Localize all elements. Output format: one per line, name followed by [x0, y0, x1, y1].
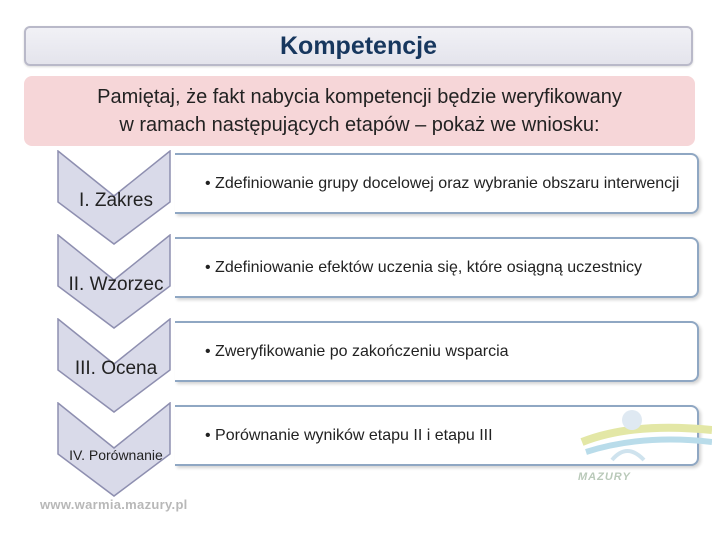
- step-label-1: I. Zakres: [79, 190, 153, 211]
- step-chevron-1: [57, 150, 171, 245]
- step-label-2: II. Wzorzec: [68, 274, 164, 295]
- reminder-note: [24, 76, 695, 146]
- step-chevron-4: [57, 402, 171, 497]
- page-title: Kompetencje: [24, 26, 693, 66]
- step-chevron-2: [57, 234, 171, 329]
- reminder-line-1: Pamiętaj, że fakt nabycia kompetencji będzie weryfikowany: [97, 86, 622, 108]
- logo-text: MAZURY: [578, 471, 631, 483]
- step-description-4: • Porównanie wyników etapu II i etapu III: [175, 405, 699, 466]
- step-description-text-1: Zdefiniowanie grupy docelowej oraz wybranie obszaru interwencji: [215, 174, 680, 192]
- step-description-text-4: Porównanie wyników etapu II i etapu III: [215, 426, 493, 444]
- footer-url: www.warmia.mazury.pl: [40, 497, 188, 512]
- reminder-line-2: w ramach następujących etapów – pokaż we wniosku:: [119, 114, 600, 136]
- step-label-4: IV. Porównanie: [69, 447, 163, 463]
- warmia-mazury-logo-icon: [572, 402, 712, 477]
- step-description-text-3: Zweryfikowanie po zakończeniu wsparcia: [215, 342, 509, 360]
- step-description-text-2: Zdefiniowanie efektów uczenia się, które osiągną uczestnicy: [215, 258, 642, 276]
- step-chevron-3: [57, 318, 171, 413]
- step-label-3: III. Ocena: [74, 358, 158, 379]
- step-description-1: • Zdefiniowanie grupy docelowej oraz wybranie obszaru interwencji: [175, 153, 699, 214]
- step-description-2: • Zdefiniowanie efektów uczenia się, które osiągną uczestnicy: [175, 237, 699, 298]
- step-description-3: • Zweryfikowanie po zakończeniu wsparcia: [175, 321, 699, 382]
